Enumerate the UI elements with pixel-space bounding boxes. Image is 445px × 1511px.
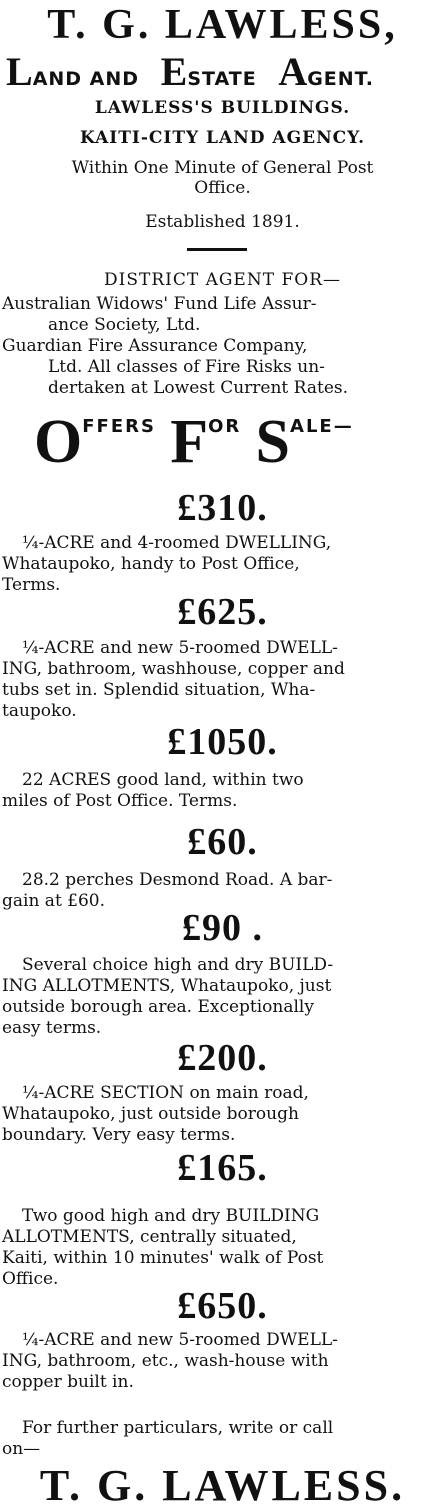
- closing-line: For further particulars, write or call: [22, 1418, 334, 1438]
- footer-name: T. G. LAWLESS.: [39, 1461, 406, 1510]
- listing-text: [0, 1206, 445, 1290]
- listing-price: £60.: [187, 821, 258, 863]
- listing-price: £200.: [177, 1037, 268, 1079]
- listing-text: [0, 1330, 445, 1393]
- listing-line: Whataupoko, handy to Post Office,: [2, 554, 300, 574]
- listing-line: taupoko.: [2, 701, 77, 721]
- listing-price: £650.: [177, 1285, 268, 1327]
- listing-line: ING, bathroom, washhouse, copper and: [2, 659, 345, 679]
- district-line: Australian Widows' Fund Life Assur-: [2, 294, 317, 314]
- listing-line: ING, bathroom, etc., wash-house with: [2, 1351, 329, 1371]
- subtitle: [6, 48, 445, 95]
- listing-text: [0, 533, 445, 596]
- district-line: ance Society, Ltd.: [48, 315, 201, 335]
- offers-cap-f: F: [170, 408, 209, 476]
- subtitle-cap-e: E: [160, 49, 188, 94]
- listing-line: Office.: [2, 1269, 59, 1289]
- listing-line: ¼-ACRE and new 5-roomed DWELL-: [22, 638, 338, 658]
- listing-text: [0, 770, 445, 812]
- offers-cap-o: O: [34, 408, 83, 476]
- location-line-2: Office.: [194, 178, 251, 198]
- listing-line: tubs set in. Splendid situation, Wha-: [2, 680, 316, 700]
- listing-text: [0, 955, 445, 1039]
- district-line: Ltd. All classes of Fire Risks un-: [48, 357, 325, 377]
- offers-part-3: ALE—: [290, 416, 354, 437]
- listing-line: 22 ACRES good land, within two: [22, 770, 304, 790]
- listing-line: outside borough area. Exceptionally: [2, 997, 314, 1017]
- established-text: Established 1891.: [145, 212, 300, 232]
- listing-line: ¼-ACRE SECTION on main road,: [22, 1083, 309, 1103]
- listing-line: ¼-ACRE and 4-roomed DWELLING,: [22, 533, 332, 553]
- listing-line: Kaiti, within 10 minutes' walk of Post: [2, 1248, 324, 1268]
- divider: [187, 248, 247, 251]
- subtitle-cap-l: L: [6, 49, 33, 94]
- listing-line: ¼-ACRE and new 5-roomed DWELL-: [22, 1330, 338, 1350]
- listing-price: £90 .: [182, 907, 263, 949]
- district-text: [0, 294, 445, 399]
- location-line-1: Within One Minute of General Post: [71, 158, 374, 178]
- closing-line: on—: [2, 1439, 41, 1459]
- listing-line: miles of Post Office. Terms.: [2, 791, 238, 811]
- listing-text: [0, 1083, 445, 1146]
- listing-line: Two good high and dry BUILDING: [22, 1206, 320, 1226]
- listing-price: £1050.: [167, 721, 278, 763]
- listing-line: Several choice high and dry BUILD-: [22, 955, 334, 975]
- listing-price: £165.: [177, 1147, 268, 1189]
- listing-line: easy terms.: [2, 1018, 102, 1038]
- subtitle-part-3: GENT.: [307, 68, 374, 90]
- subtitle-part-1: AND AND: [32, 68, 147, 90]
- listing-line: Terms.: [2, 575, 61, 595]
- listing-line: copper built in.: [2, 1372, 134, 1392]
- district-line: Guardian Fire Assurance Company,: [2, 336, 308, 356]
- subtitle-part-2: STATE: [187, 68, 265, 90]
- listing-text: [0, 870, 445, 912]
- offers-heading: [34, 408, 445, 476]
- closing-text: [0, 1418, 445, 1460]
- listing-line: ING ALLOTMENTS, Whataupoko, just: [2, 976, 332, 996]
- offers-cap-s: S: [255, 408, 291, 476]
- subtitle-cap-a: A: [278, 49, 308, 94]
- offers-part-1: FFERS: [82, 416, 165, 437]
- listing-line: ALLOTMENTS, centrally situated,: [2, 1227, 297, 1247]
- agency-name: KAITI-CITY LAND AGENCY.: [79, 128, 365, 148]
- listing-price: £310.: [177, 487, 268, 529]
- listing-text: [0, 638, 445, 722]
- building-name: LAWLESS'S BUILDINGS.: [94, 98, 351, 118]
- listing-line: gain at £60.: [2, 891, 106, 911]
- page-title: T. G. LAWLESS,: [47, 2, 398, 48]
- district-line: dertaken at Lowest Current Rates.: [48, 378, 349, 398]
- listing-line: 28.2 perches Desmond Road. A bar-: [22, 870, 333, 890]
- listing-line: boundary. Very easy terms.: [2, 1125, 236, 1145]
- listing-price: £625.: [177, 591, 268, 633]
- listing-line: Whataupoko, just outside borough: [2, 1104, 299, 1124]
- district-heading: DISTRICT AGENT FOR—: [103, 270, 341, 290]
- offers-part-2: OR: [208, 416, 250, 437]
